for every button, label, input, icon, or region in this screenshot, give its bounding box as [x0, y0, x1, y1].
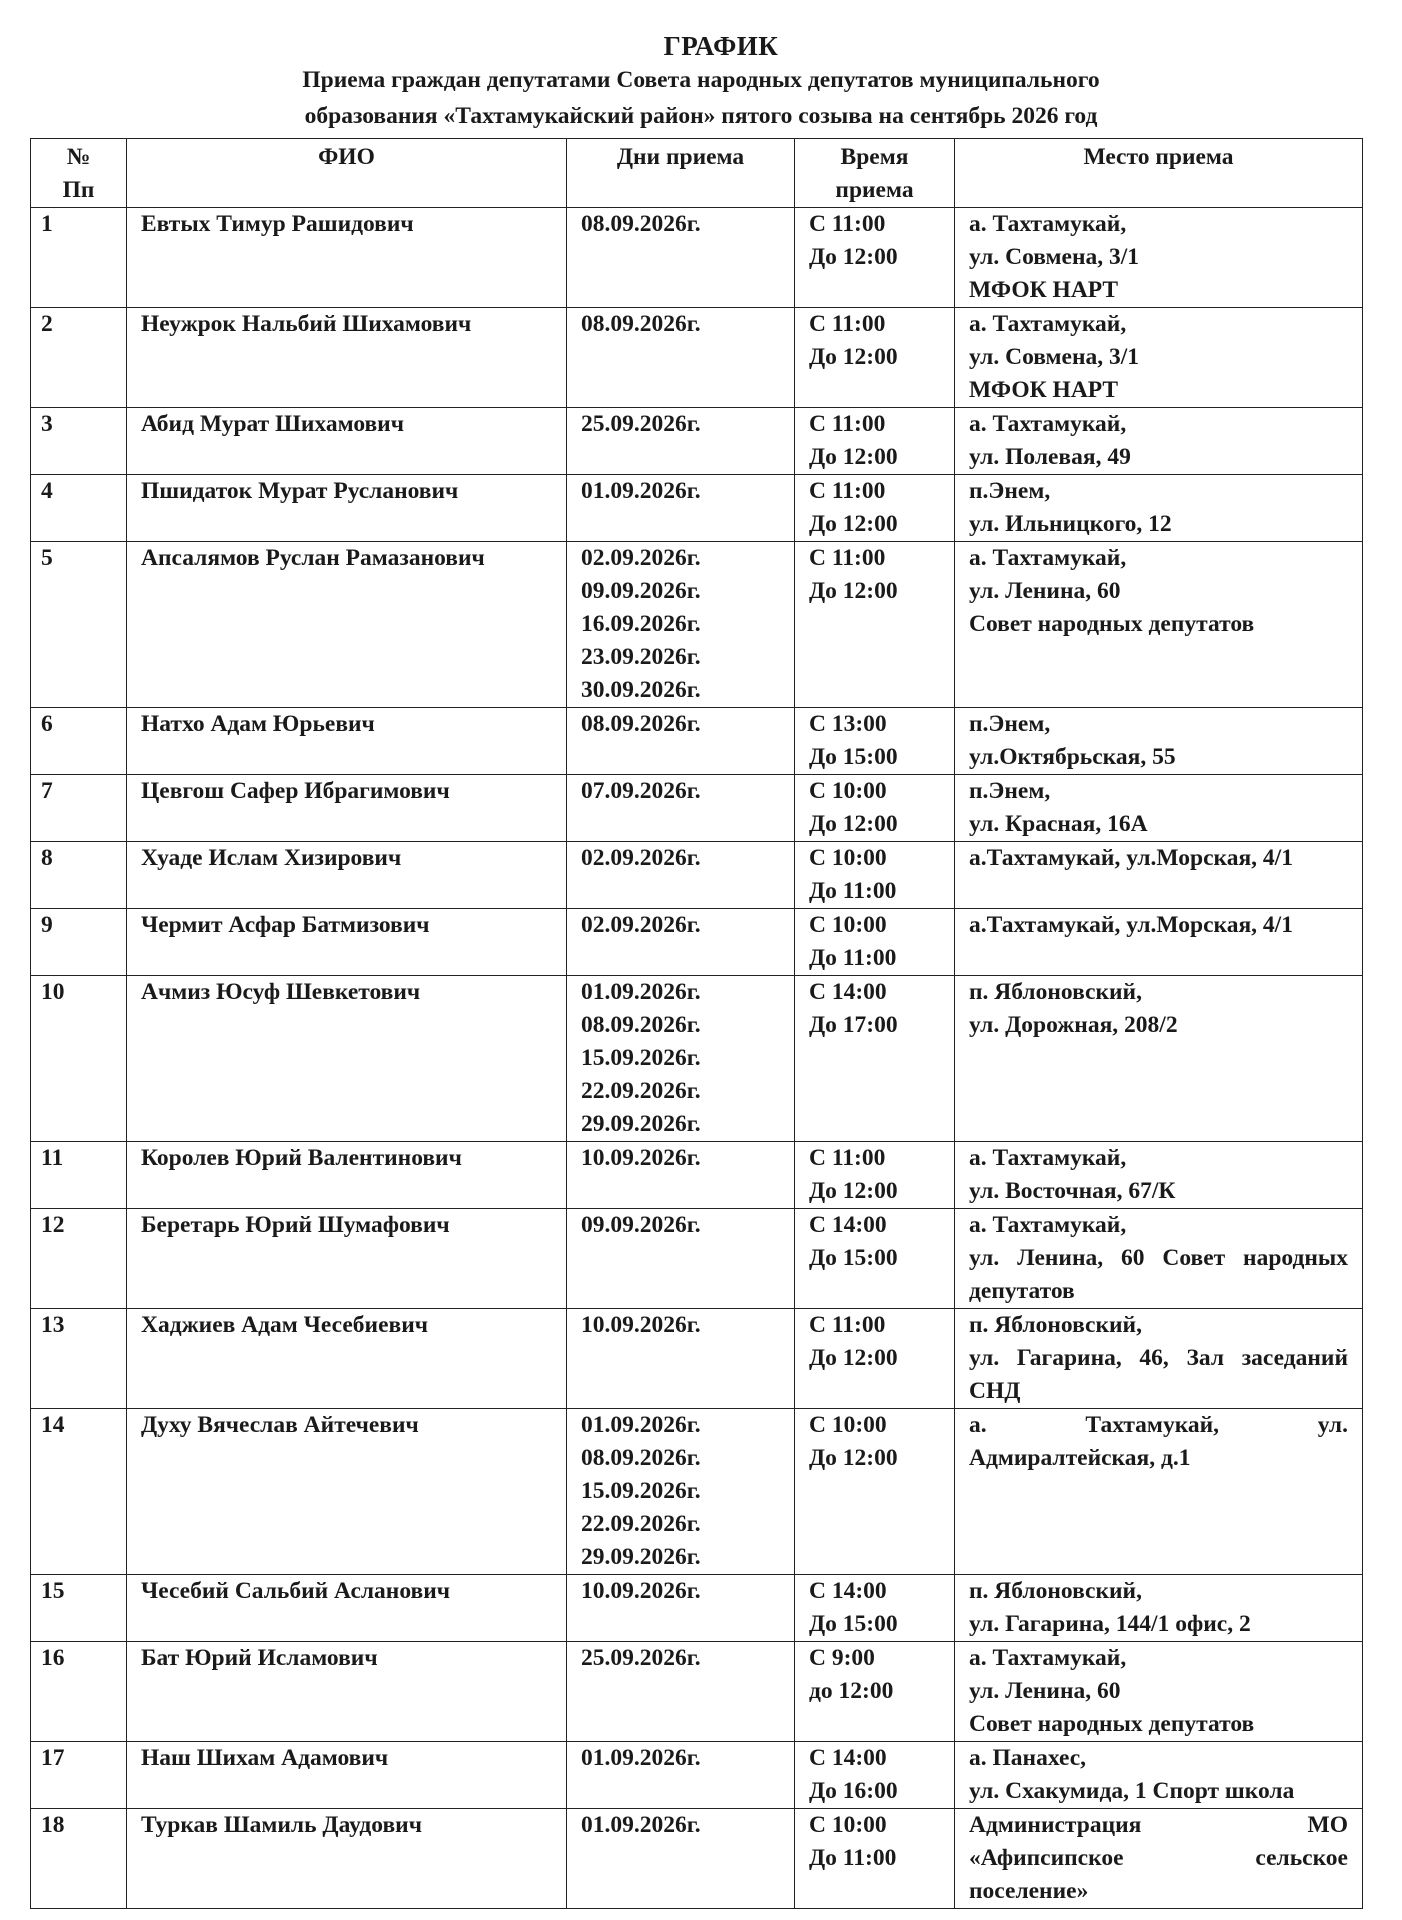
- column-header-place: Место приема: [955, 139, 1363, 208]
- table-row: [31, 1742, 1363, 1809]
- column-header-dates: Дни приема: [567, 139, 795, 208]
- reception-place-line: а. Тахтамукай,: [969, 211, 1127, 237]
- reception-dates-line: 22.09.2026г.: [581, 1078, 701, 1104]
- reception-dates: [567, 842, 795, 909]
- reception-time-line: С 14:00: [809, 1212, 887, 1238]
- deputy-name: Королев Юрий Валентинович: [127, 1142, 567, 1209]
- reception-dates-line: 08.09.2026г.: [581, 311, 701, 337]
- reception-time-line: С 9:00: [809, 1645, 875, 1671]
- reception-place-line: поселение»: [969, 1878, 1089, 1904]
- reception-place-line: МФОК НАРТ: [969, 377, 1119, 403]
- table-body: [31, 208, 1363, 1909]
- reception-place: [955, 475, 1363, 542]
- reception-time-line: С 11:00: [809, 1145, 886, 1171]
- reception-place-line: а. Тахтамукай,: [969, 1645, 1127, 1671]
- reception-dates-line: 02.09.2026г.: [581, 912, 701, 938]
- reception-place-line: а.Тахтамукай, ул.Морская, 4/1: [969, 912, 1293, 938]
- reception-place-line: ул. Совмена, 3/1: [969, 344, 1140, 370]
- reception-dates-line: 01.09.2026г.: [581, 478, 701, 504]
- reception-time-line: До 12:00: [809, 344, 898, 370]
- reception-time-line: С 10:00: [809, 778, 887, 804]
- reception-place-line: «Афипсипское сельское: [969, 1845, 1348, 1871]
- reception-place-line: ул. Восточная, 67/К: [969, 1178, 1176, 1204]
- document-header: [0, 30, 1402, 134]
- table-row: [31, 1309, 1363, 1409]
- reception-dates-line: 15.09.2026г.: [581, 1045, 701, 1071]
- row-number: 17: [31, 1742, 127, 1809]
- reception-time-line: С 13:00: [809, 711, 887, 737]
- reception-place: [955, 1409, 1363, 1575]
- reception-place: [955, 1642, 1363, 1742]
- reception-place: [955, 542, 1363, 708]
- reception-dates: [567, 475, 795, 542]
- reception-place-line: ул. Красная, 16А: [969, 811, 1148, 837]
- reception-time-line: С 10:00: [809, 1412, 887, 1438]
- reception-time-line: До 12:00: [809, 1445, 898, 1471]
- reception-time-line: До 12:00: [809, 444, 898, 470]
- reception-place-line: ул. Ленина, 60 Совет народных: [969, 1245, 1348, 1271]
- reception-place-line: а. Тахтамукай, ул.: [969, 1412, 1348, 1438]
- reception-place-line: ул. Совмена, 3/1: [969, 244, 1140, 270]
- reception-time-line: С 14:00: [809, 1578, 887, 1604]
- reception-place-line: Совет народных депутатов: [969, 611, 1255, 637]
- deputy-name: Чермит Асфар Батмизович: [127, 909, 567, 976]
- document-title: ГРАФИК: [663, 31, 779, 61]
- reception-time-line: До 12:00: [809, 1345, 898, 1371]
- reception-dates: [567, 708, 795, 775]
- table-row: [31, 1409, 1363, 1575]
- reception-place-line: ул.Октябрьская, 55: [969, 744, 1176, 770]
- row-number: 12: [31, 1209, 127, 1309]
- table-row: [31, 775, 1363, 842]
- reception-dates: [567, 408, 795, 475]
- reception-time-line: До 15:00: [809, 1611, 898, 1637]
- deputy-name: Духу Вячеслав Айтечевич: [127, 1409, 567, 1575]
- reception-time: [795, 1809, 955, 1909]
- reception-dates-line: 10.09.2026г.: [581, 1145, 701, 1171]
- document-subtitle-line2: образования «Тахтамукайский район» пятого созыва на сентябрь 2026 год: [304, 103, 1098, 129]
- reception-place: [955, 1575, 1363, 1642]
- table-row: [31, 1209, 1363, 1309]
- table-row: [31, 308, 1363, 408]
- row-number: 14: [31, 1409, 127, 1575]
- reception-dates-line: 08.09.2026г.: [581, 711, 701, 737]
- reception-dates-line: 10.09.2026г.: [581, 1312, 701, 1338]
- deputy-name: Хаджиев Адам Чесебиевич: [127, 1309, 567, 1409]
- reception-dates: [567, 1142, 795, 1209]
- reception-place-line: МФОК НАРТ: [969, 277, 1119, 303]
- table-row: [31, 408, 1363, 475]
- table-row: [31, 542, 1363, 708]
- table-row: [31, 976, 1363, 1142]
- reception-dates-line: 01.09.2026г.: [581, 1745, 701, 1771]
- reception-dates-line: 10.09.2026г.: [581, 1578, 701, 1604]
- reception-place-line: Совет народных депутатов: [969, 1711, 1255, 1737]
- deputy-name: Неужрок Нальбий Шихамович: [127, 308, 567, 408]
- table-row: [31, 1142, 1363, 1209]
- reception-dates-line: 25.09.2026г.: [581, 411, 701, 437]
- reception-time-line: До 11:00: [809, 878, 897, 904]
- reception-dates: [567, 1409, 795, 1575]
- reception-dates-line: 07.09.2026г.: [581, 778, 701, 804]
- deputy-name: Апсалямов Руслан Рамазанович: [127, 542, 567, 708]
- reception-place: [955, 1309, 1363, 1409]
- row-number: 9: [31, 909, 127, 976]
- reception-dates-line: 30.09.2026г.: [581, 677, 701, 703]
- reception-dates-line: 01.09.2026г.: [581, 979, 701, 1005]
- reception-time-line: до 12:00: [809, 1678, 894, 1704]
- reception-dates-line: 29.09.2026г.: [581, 1544, 701, 1570]
- reception-place-line: ул. Ленина, 60: [969, 578, 1121, 604]
- reception-dates-line: 01.09.2026г.: [581, 1812, 701, 1838]
- deputy-name: Ачмиз Юсуф Шевкетович: [127, 976, 567, 1142]
- reception-place-line: Адмиралтейская, д.1: [969, 1445, 1191, 1471]
- row-number: 6: [31, 708, 127, 775]
- row-number: 15: [31, 1575, 127, 1642]
- reception-time: [795, 909, 955, 976]
- document-subtitle-line1: Приема граждан депутатами Совета народных депутатов муниципального: [302, 67, 1100, 93]
- reception-dates-line: 22.09.2026г.: [581, 1511, 701, 1537]
- deputy-name: Бат Юрий Исламович: [127, 1642, 567, 1742]
- table-row: [31, 1575, 1363, 1642]
- row-number: 4: [31, 475, 127, 542]
- reception-time-line: С 10:00: [809, 912, 887, 938]
- reception-dates-line: 29.09.2026г.: [581, 1111, 701, 1137]
- reception-dates: [567, 909, 795, 976]
- reception-place: [955, 708, 1363, 775]
- reception-time-line: До 11:00: [809, 1845, 897, 1871]
- reception-time-line: До 17:00: [809, 1012, 898, 1038]
- reception-place-line: а. Панахес,: [969, 1745, 1087, 1771]
- row-number: 5: [31, 542, 127, 708]
- deputy-name: Натхо Адам Юрьевич: [127, 708, 567, 775]
- row-number: 16: [31, 1642, 127, 1742]
- reception-dates-line: 08.09.2026г.: [581, 1445, 701, 1471]
- reception-dates-line: 08.09.2026г.: [581, 1012, 701, 1038]
- reception-dates-line: 25.09.2026г.: [581, 1645, 701, 1671]
- column-header-name: ФИО: [127, 139, 567, 208]
- column-header-time: Время приема: [795, 139, 955, 208]
- reception-place-line: п. Яблоновский,: [969, 979, 1142, 1005]
- reception-time-line: С 11:00: [809, 478, 886, 504]
- reception-place-line: а. Тахтамукай,: [969, 545, 1127, 571]
- reception-place-line: п.Энем,: [969, 478, 1051, 504]
- reception-time-line: С 10:00: [809, 845, 887, 871]
- reception-place-line: ул. Дорожная, 208/2: [969, 1012, 1178, 1038]
- reception-time: [795, 708, 955, 775]
- reception-time-line: До 11:00: [809, 945, 897, 971]
- reception-time: [795, 1742, 955, 1809]
- reception-time: [795, 208, 955, 308]
- reception-place-line: а. Тахтамукай,: [969, 1145, 1127, 1171]
- reception-dates: [567, 308, 795, 408]
- table-row: [31, 208, 1363, 308]
- reception-place-line: депутатов: [969, 1278, 1075, 1304]
- reception-place-line: Администрация МО: [969, 1812, 1348, 1838]
- reception-time: [795, 1575, 955, 1642]
- table-row: [31, 1642, 1363, 1742]
- reception-place: [955, 308, 1363, 408]
- column-header-number: № Пп: [31, 139, 127, 208]
- row-number: 2: [31, 308, 127, 408]
- deputy-name: Туркав Шамиль Даудович: [127, 1809, 567, 1909]
- reception-place-line: ул. Ильницкого, 12: [969, 511, 1172, 537]
- reception-time: [795, 1309, 955, 1409]
- reception-dates-line: 23.09.2026г.: [581, 644, 701, 670]
- reception-time: [795, 775, 955, 842]
- reception-time: [795, 542, 955, 708]
- deputy-name: Хуаде Ислам Хизирович: [127, 842, 567, 909]
- reception-place-line: а. Тахтамукай,: [969, 411, 1127, 437]
- reception-place-line: ул. Гагарина, 144/1 офис, 2: [969, 1611, 1251, 1637]
- reception-place: [955, 1209, 1363, 1309]
- reception-place-line: ул. Полевая, 49: [969, 444, 1131, 470]
- reception-time: [795, 1209, 955, 1309]
- reception-place: [955, 1742, 1363, 1809]
- reception-time-line: С 10:00: [809, 1812, 887, 1838]
- reception-place-line: ул. Схакумида, 1 Спорт школа: [969, 1778, 1295, 1804]
- reception-time-line: С 14:00: [809, 1745, 887, 1771]
- reception-place: [955, 1809, 1363, 1909]
- deputy-name: Беретарь Юрий Шумафович: [127, 1209, 567, 1309]
- reception-place-line: СНД: [969, 1378, 1021, 1404]
- table-row: [31, 842, 1363, 909]
- reception-place-line: ул. Гагарина, 46, Зал заседаний: [969, 1345, 1348, 1371]
- reception-time: [795, 408, 955, 475]
- reception-time-line: До 12:00: [809, 244, 898, 270]
- row-number: 11: [31, 1142, 127, 1209]
- reception-dates: [567, 1742, 795, 1809]
- row-number: 13: [31, 1309, 127, 1409]
- reception-time-line: С 11:00: [809, 411, 886, 437]
- reception-time: [795, 1142, 955, 1209]
- reception-place-line: а. Тахтамукай,: [969, 311, 1127, 337]
- deputy-name: Наш Шихам Адамович: [127, 1742, 567, 1809]
- reception-place: [955, 909, 1363, 976]
- table-row: [31, 1809, 1363, 1909]
- deputy-name: Абид Мурат Шихамович: [127, 408, 567, 475]
- row-number: 18: [31, 1809, 127, 1909]
- reception-time-line: С 11:00: [809, 211, 886, 237]
- reception-time-line: До 16:00: [809, 1778, 898, 1804]
- reception-dates-line: 08.09.2026г.: [581, 211, 701, 237]
- reception-dates: [567, 775, 795, 842]
- reception-place: [955, 775, 1363, 842]
- reception-time-line: До 15:00: [809, 1245, 898, 1271]
- reception-dates-line: 01.09.2026г.: [581, 1412, 701, 1438]
- reception-time-line: До 12:00: [809, 811, 898, 837]
- row-number: 8: [31, 842, 127, 909]
- reception-place-line: ул. Ленина, 60: [969, 1678, 1121, 1704]
- reception-dates: [567, 976, 795, 1142]
- reception-dates: [567, 1642, 795, 1742]
- reception-place: [955, 208, 1363, 308]
- table-row: [31, 909, 1363, 976]
- reception-dates: [567, 1209, 795, 1309]
- row-number: 3: [31, 408, 127, 475]
- table-row: [31, 475, 1363, 542]
- reception-dates-line: 02.09.2026г.: [581, 545, 701, 571]
- reception-time: [795, 1409, 955, 1575]
- reception-dates: [567, 542, 795, 708]
- deputy-name: Цевгош Сафер Ибрагимович: [127, 775, 567, 842]
- reception-dates: [567, 1575, 795, 1642]
- deputy-name: Евтых Тимур Рашидович: [127, 208, 567, 308]
- reception-time-line: До 12:00: [809, 511, 898, 537]
- row-number: 10: [31, 976, 127, 1142]
- reception-time: [795, 1642, 955, 1742]
- reception-dates-line: 15.09.2026г.: [581, 1478, 701, 1504]
- row-number: 7: [31, 775, 127, 842]
- reception-time-line: С 11:00: [809, 1312, 886, 1338]
- reception-place-line: п.Энем,: [969, 711, 1051, 737]
- table-row: [31, 708, 1363, 775]
- reception-time: [795, 475, 955, 542]
- reception-time-line: С 14:00: [809, 979, 887, 1005]
- reception-place-line: п. Яблоновский,: [969, 1578, 1142, 1604]
- reception-time-line: С 11:00: [809, 311, 886, 337]
- reception-place: [955, 408, 1363, 475]
- reception-dates-line: 16.09.2026г.: [581, 611, 701, 637]
- reception-dates-line: 02.09.2026г.: [581, 845, 701, 871]
- reception-dates: [567, 208, 795, 308]
- reception-place-line: п. Яблоновский,: [969, 1312, 1142, 1338]
- reception-time-line: С 11:00: [809, 545, 886, 571]
- reception-dates: [567, 1809, 795, 1909]
- reception-place: [955, 842, 1363, 909]
- reception-place: [955, 1142, 1363, 1209]
- reception-time-line: До 12:00: [809, 1178, 898, 1204]
- reception-dates-line: 09.09.2026г.: [581, 1212, 701, 1238]
- reception-place-line: а. Тахтамукай,: [969, 1212, 1127, 1238]
- schedule-table: [30, 138, 1363, 1909]
- reception-time-line: До 12:00: [809, 578, 898, 604]
- row-number: 1: [31, 208, 127, 308]
- reception-time: [795, 976, 955, 1142]
- reception-time: [795, 842, 955, 909]
- reception-time-line: До 15:00: [809, 744, 898, 770]
- reception-place-line: а.Тахтамукай, ул.Морская, 4/1: [969, 845, 1293, 871]
- deputy-name: Чесебий Сальбий Асланович: [127, 1575, 567, 1642]
- table-header-row: [31, 139, 1363, 208]
- reception-dates-line: 09.09.2026г.: [581, 578, 701, 604]
- reception-time: [795, 308, 955, 408]
- reception-dates: [567, 1309, 795, 1409]
- reception-place-line: п.Энем,: [969, 778, 1051, 804]
- reception-place: [955, 976, 1363, 1142]
- deputy-name: Пшидаток Мурат Русланович: [127, 475, 567, 542]
